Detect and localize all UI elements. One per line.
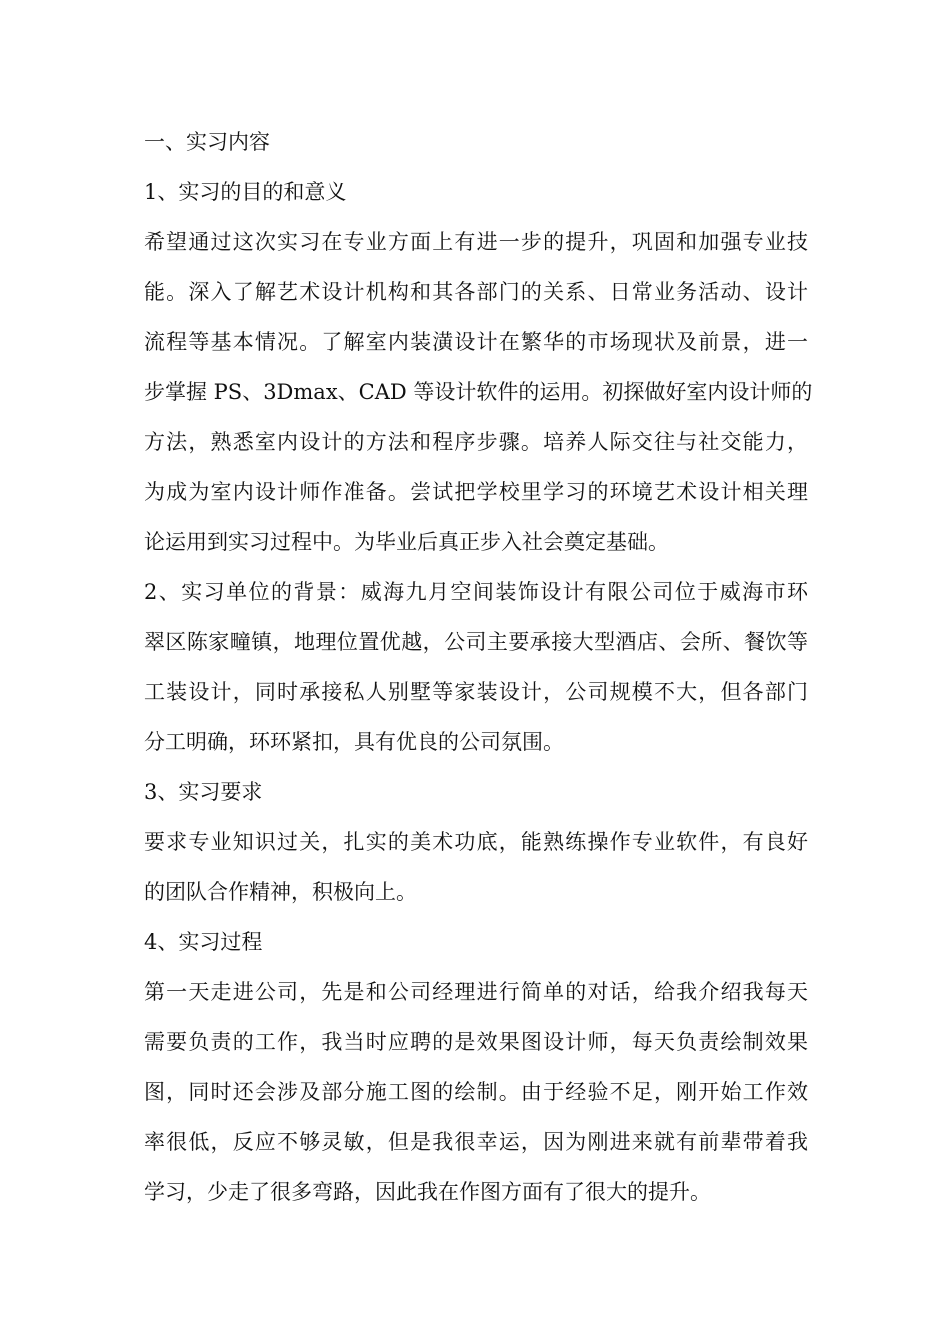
- paragraph-line: 率很低，反应不够灵敏，但是我很幸运，因为刚进来就有前辈带着我: [144, 1130, 808, 1154]
- paragraph-line: 论运用到实习过程中。为毕业后真正步入社会奠定基础。: [144, 530, 669, 554]
- paragraph-line: 能。深入了解艺术设计机构和其各部门的关系、日常业务活动、设计: [144, 280, 808, 304]
- paragraph-line: 流程等基本情况。了解室内装潢设计在繁华的市场现状及前景，进一: [144, 330, 808, 354]
- subsection-heading: 4、实习过程: [144, 930, 263, 954]
- paragraph-line: 翠区陈家疃镇，地理位置优越，公司主要承接大型酒店、会所、餐饮等: [144, 630, 808, 654]
- paragraph-line: 需要负责的工作，我当时应聘的是效果图设计师，每天负责绘制效果: [144, 1030, 808, 1054]
- paragraph-line: 希望通过这次实习在专业方面上有进一步的提升，巩固和加强专业技: [144, 230, 808, 254]
- subsection-heading: 1、实习的目的和意义: [144, 180, 347, 204]
- paragraph-line: 分工明确，环环紧扣，具有优良的公司氛围。: [144, 730, 564, 754]
- paragraph-line: 学习，少走了很多弯路，因此我在作图方面有了很大的提升。: [144, 1180, 711, 1204]
- paragraph-line: 工装设计，同时承接私人别墅等家装设计，公司规模不大，但各部门: [144, 680, 808, 704]
- paragraph-line: 的团队合作精神，积极向上。: [144, 880, 417, 904]
- paragraph-line: 为成为室内设计师作准备。尝试把学校里学习的环境艺术设计相关理: [144, 480, 808, 504]
- document-body: [144, 117, 813, 1217]
- paragraph-line: 第一天走进公司，先是和公司经理进行简单的对话，给我介绍我每天: [144, 980, 808, 1004]
- paragraph-line: 方法，熟悉室内设计的方法和程序步骤。培养人际交往与社交能力，: [144, 430, 808, 454]
- section-heading: 一、实习内容: [144, 130, 270, 154]
- subsection-heading: 3、实习要求: [144, 780, 263, 804]
- paragraph-line: 图，同时还会涉及部分施工图的绘制。由于经验不足，刚开始工作效: [144, 1080, 808, 1104]
- paragraph-line: 要求专业知识过关，扎实的美术功底，能熟练操作专业软件，有良好: [144, 830, 808, 854]
- paragraph-line: 2、实习单位的背景：威海九月空间装饰设计有限公司位于威海市环: [144, 580, 808, 604]
- paragraph-line: 步掌握 PS、3Dmax、CAD 等设计软件的运用。初探做好室内设计师的: [144, 380, 813, 404]
